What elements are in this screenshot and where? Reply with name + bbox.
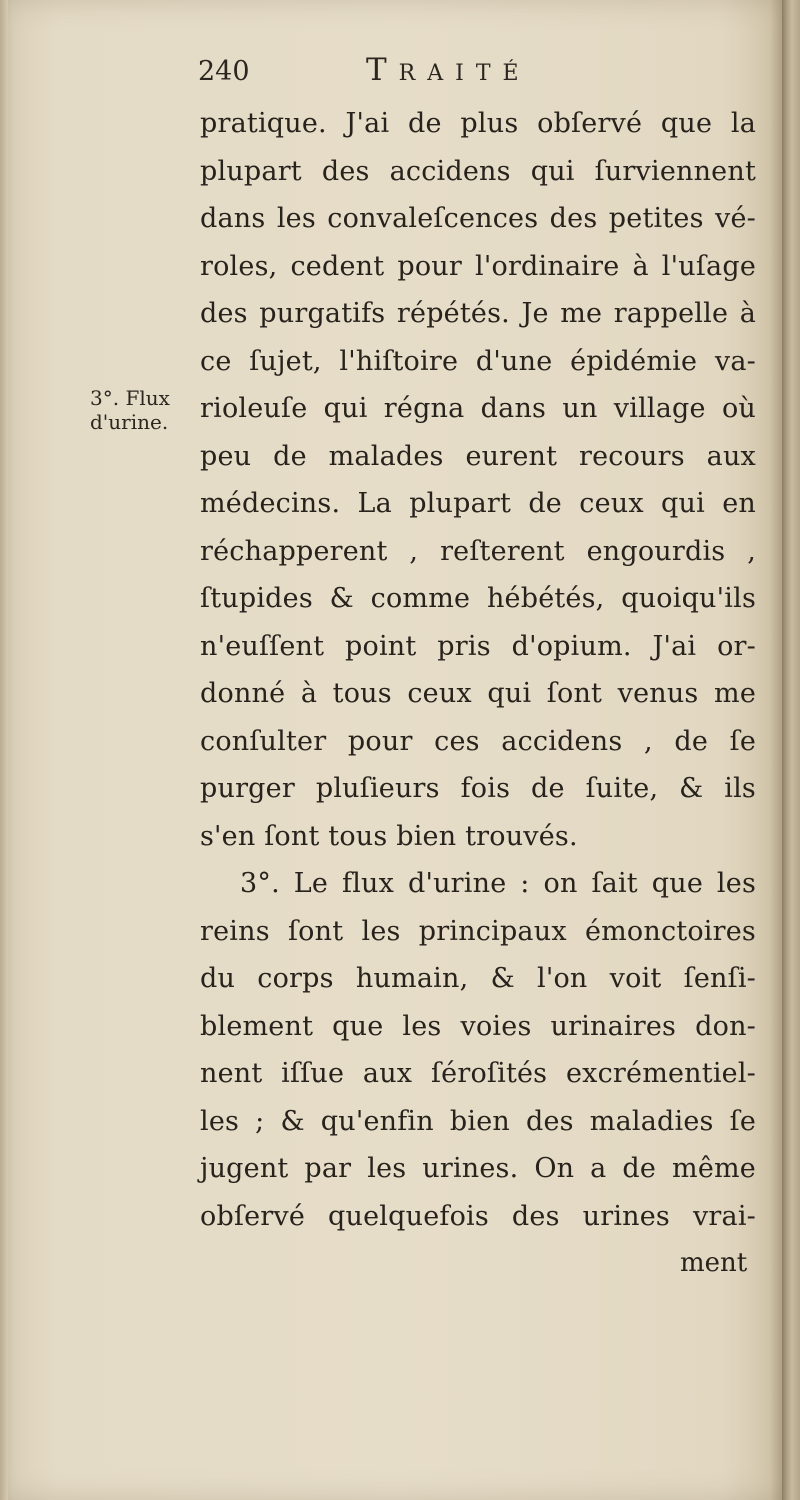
text-line: blement que les voies urinaires don- — [200, 1010, 756, 1042]
margin-note-line: 3°. Flux — [90, 386, 170, 410]
text-line: ce ſujet, l'hiſtoire d'une épidémie va- — [200, 345, 756, 377]
text-line: 3°. Le flux d'urine : on ſait que les — [240, 868, 756, 899]
text-line: conſulter pour ces accidens , de ſe — [200, 725, 756, 757]
page-left-edge — [0, 0, 8, 1500]
text-line: nent iſſue aux ſéroſités excrémentiel- — [200, 1058, 756, 1089]
text-line: dans les convaleſcences des petites vé- — [200, 203, 756, 234]
running-title: Traité — [366, 52, 531, 88]
text-line: purger pluſieurs fois de ſuite, & ils — [200, 773, 756, 804]
page-number: 240 — [198, 56, 250, 87]
text-line: n'euſſent point pris d'opium. J'ai or- — [200, 630, 756, 662]
text-line: donné à tous ceux qui ſont venus me — [200, 678, 756, 709]
text-line: du corps humain, & l'on voit ſenſi- — [200, 963, 756, 994]
text-line: plupart des accidens qui ſurviennent — [200, 155, 756, 187]
page-right-edge — [782, 0, 800, 1500]
text-line: des purgatifs répétés. Je me rappelle à — [200, 298, 756, 329]
text-line: jugent par les urines. On a de même — [200, 1153, 756, 1184]
text-line: rioleuſe qui régna dans un village où — [200, 393, 756, 424]
text-line: peu de malades eurent recours aux — [200, 440, 756, 472]
text-line: roles, cedent pour l'ordinaire à l'uſage — [200, 250, 756, 282]
text-line: médecins. La plupart de ceux qui en — [200, 488, 756, 519]
text-line: obſervé quelquefois des urines vrai- — [200, 1200, 756, 1232]
text-line: reins ſont les principaux émonctoires — [200, 915, 756, 947]
margin-note — [90, 386, 200, 434]
text-line: réchapperent , reſterent engourdis , — [200, 535, 756, 567]
text-line: ſtupides & comme hébétés, quoiqu'ils — [200, 583, 756, 614]
margin-note-line: d'urine. — [90, 410, 169, 434]
text-line: s'en ſont tous bien trouvés. — [200, 820, 578, 852]
text-line: les ; & qu'enfin bien des maladies ſe — [200, 1105, 756, 1137]
page-header — [198, 52, 758, 100]
body-text — [200, 100, 756, 1240]
catchword: ment — [680, 1248, 748, 1278]
text-line: pratique. J'ai de plus obſervé que la — [200, 108, 756, 139]
